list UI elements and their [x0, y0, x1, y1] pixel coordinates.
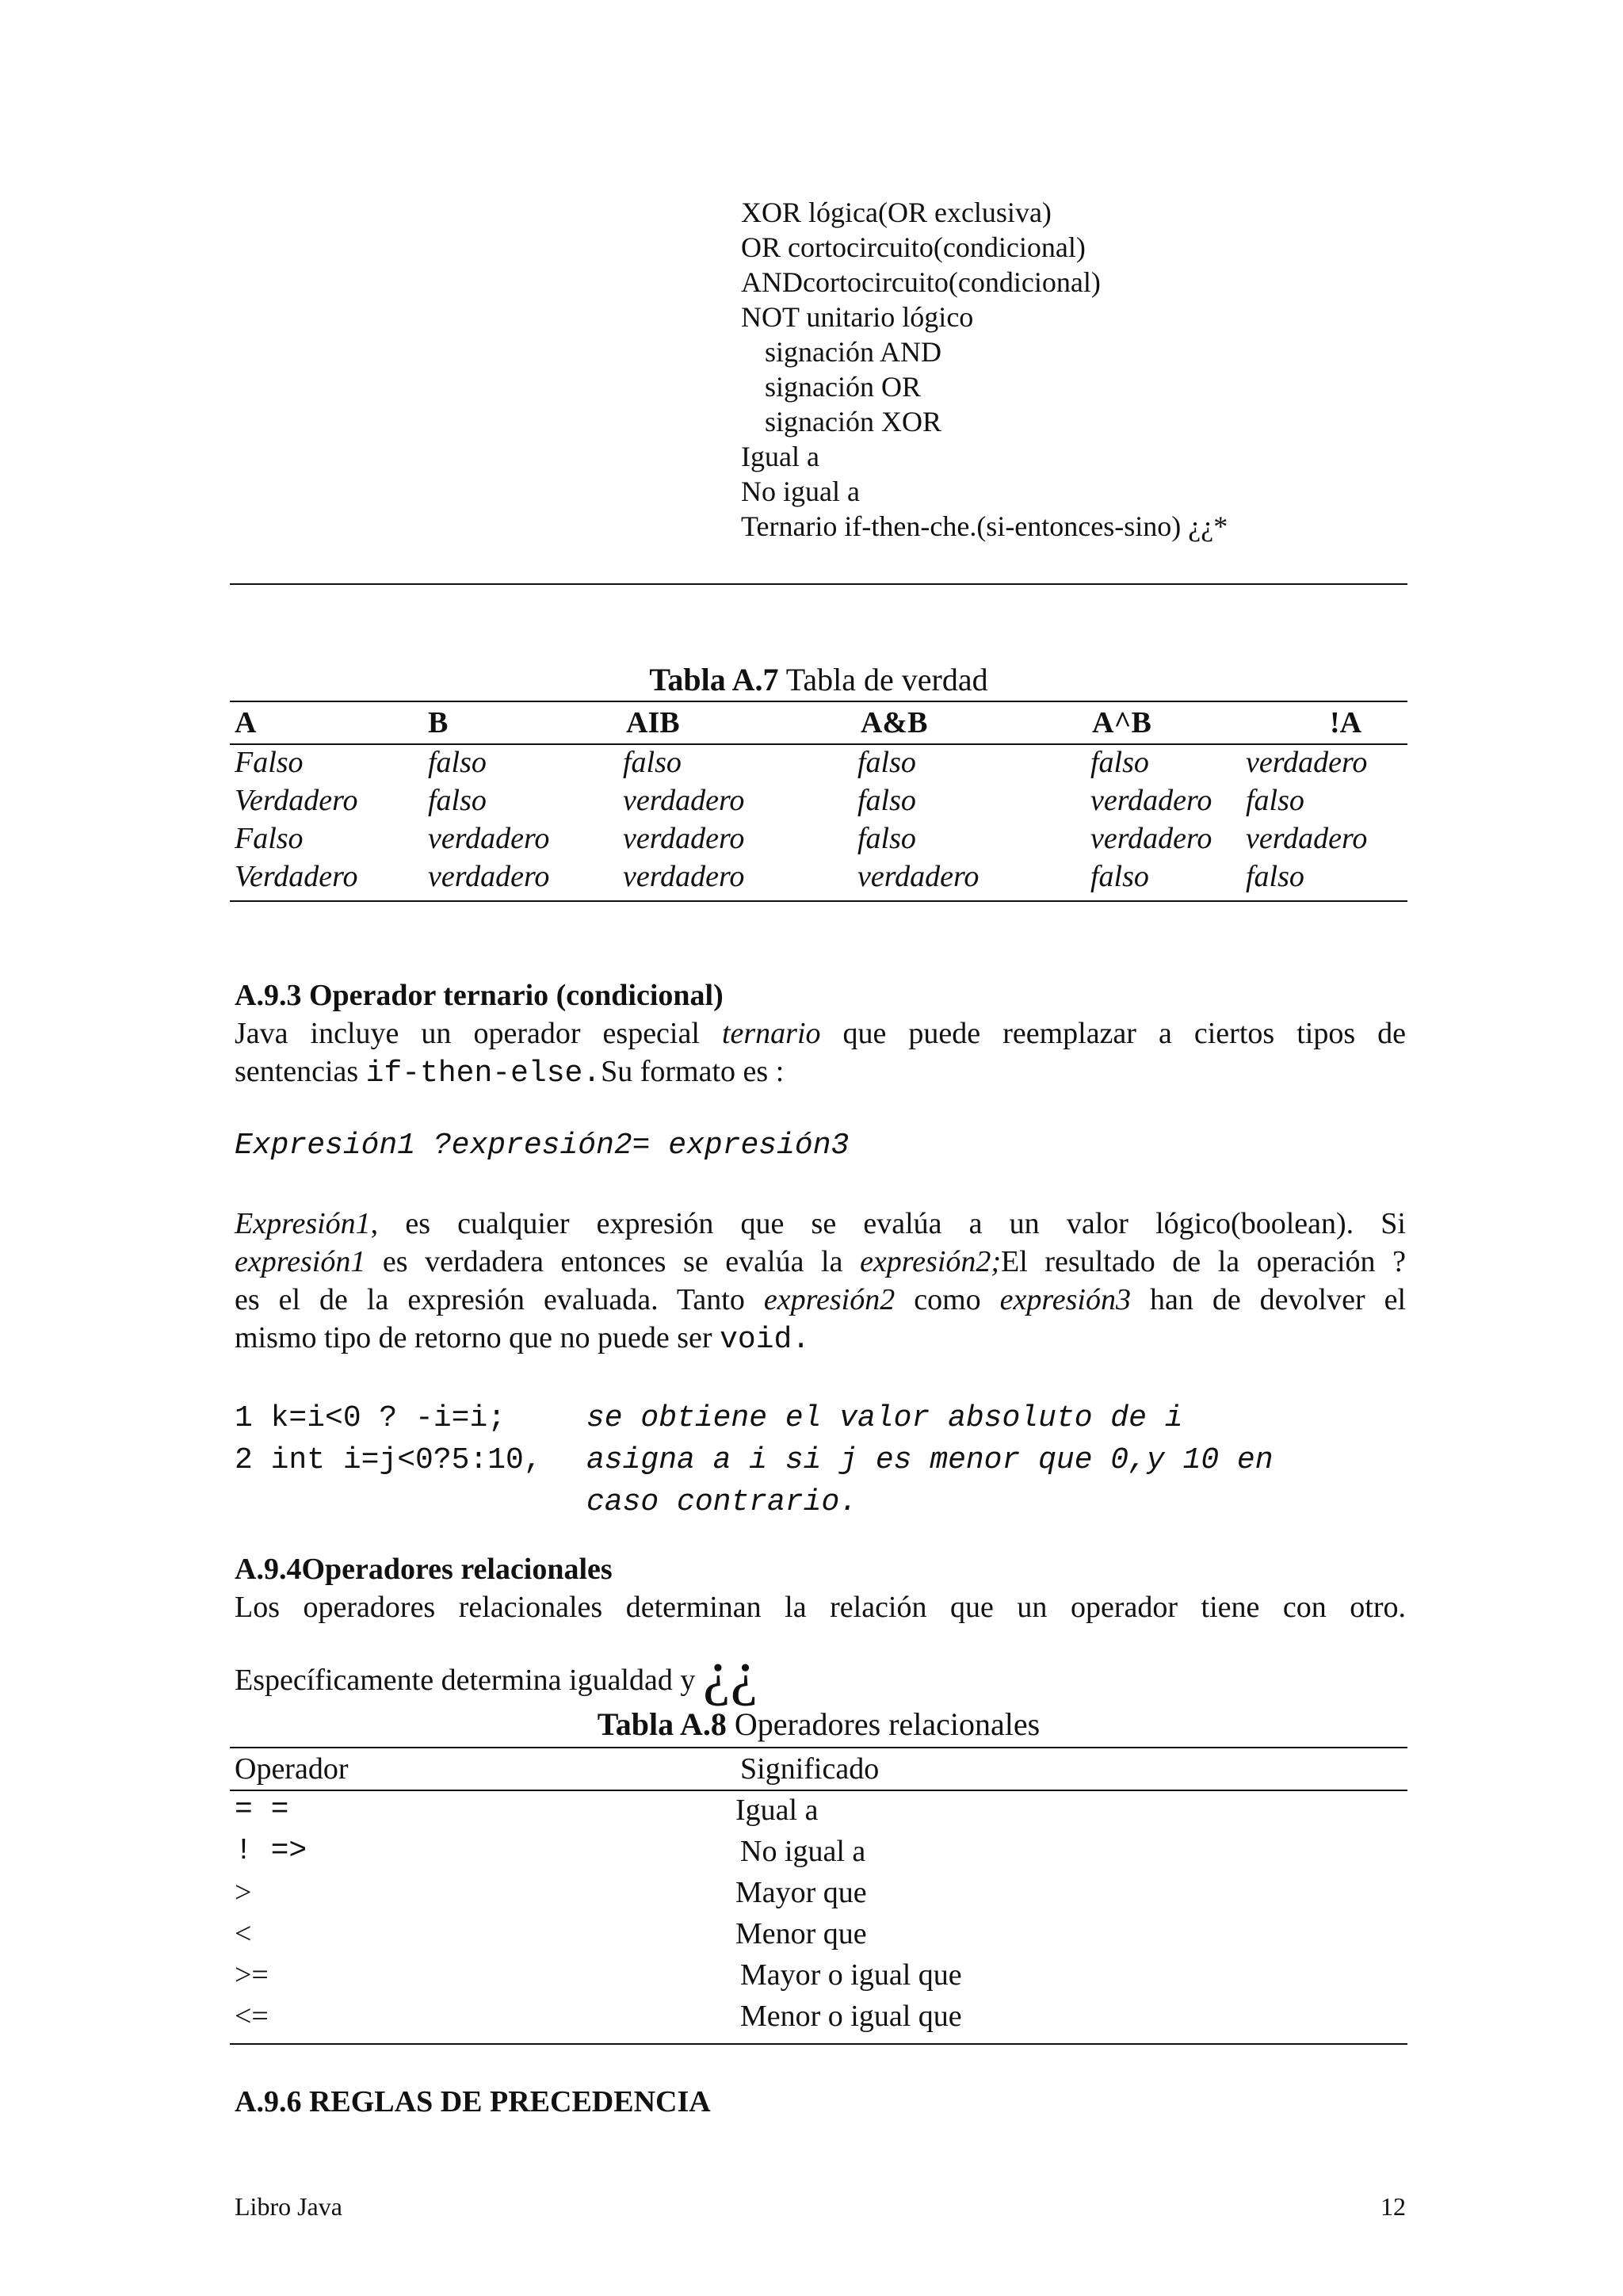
- operator-list-item: XOR lógica(OR exclusiva): [741, 197, 1052, 228]
- text-run: Los operadores relacionales determinan la relación que un operador tiene con otro.: [235, 1591, 1406, 1624]
- text-run: como: [914, 1283, 981, 1316]
- table-cell: falso: [1090, 746, 1149, 779]
- table-header-cell: Operador: [235, 1752, 349, 1786]
- table-header-cell: AIB: [626, 706, 680, 739]
- truth-table-caption-label: Tabla A.7: [649, 662, 779, 697]
- table-cell: Menor o igual que: [740, 2000, 962, 2033]
- operator-list-item: Igual a: [741, 441, 819, 472]
- text-run: sentencias: [235, 1055, 359, 1088]
- table-row: [230, 783, 1407, 821]
- relational-paragraph: [235, 1588, 1406, 1626]
- table-cell: verdadero: [1090, 822, 1212, 855]
- relational-table-bottom-rule: [230, 2043, 1407, 2045]
- table-header-cell: Significado: [740, 1752, 880, 1786]
- table-cell: falso: [1246, 860, 1304, 893]
- text-run: Su formato es :: [601, 1055, 785, 1088]
- table-header-cell: !A: [1330, 706, 1362, 739]
- ternary-paragraph-2: [235, 1205, 1406, 1359]
- relational-table-caption: [230, 1706, 1407, 1744]
- relational-table-header-rule: [230, 1790, 1407, 1791]
- table-cell: >: [235, 1876, 252, 1909]
- table-cell: Igual a: [735, 1794, 819, 1827]
- section-heading-relational: A.9.4Operadores relacionales: [235, 1553, 613, 1586]
- operator-list-item: signación AND: [765, 336, 941, 368]
- text-run: Java incluye un operador especial: [235, 1017, 700, 1050]
- table-bottom-rule: [230, 583, 1407, 585]
- table-cell: ! =>: [235, 1834, 307, 1868]
- operator-list-item: signación OR: [765, 371, 921, 403]
- table-row: [230, 1958, 1407, 1999]
- table-row: [230, 1916, 1407, 1958]
- table-row: [230, 1875, 1407, 1916]
- table-row: [230, 1793, 1407, 1834]
- operator-list-item: Ternario if-then-che.(si-entonces-sino) ¿¿*: [741, 510, 1228, 542]
- relational-paragraph-cont: [235, 1637, 758, 1706]
- text-run: es verdadera entonces se evalúa la: [382, 1245, 843, 1278]
- table-cell: verdadero: [1090, 784, 1212, 817]
- inline-code: void.: [720, 1323, 811, 1357]
- text-run-italic: expresión1: [235, 1245, 366, 1278]
- text-run: , es cualquier expresión que se evalúa a un valor lógico(boolean). Si: [370, 1207, 1406, 1240]
- operator-list-item: NOT unitario lógico: [741, 301, 974, 333]
- table-cell: verdadero: [1246, 822, 1368, 855]
- text-run: han de devolver el: [1149, 1283, 1407, 1316]
- text-run-italic: expresión2;: [860, 1245, 1002, 1278]
- table-cell: falso: [623, 746, 682, 779]
- table-cell: verdadero: [428, 822, 550, 855]
- table-cell: falso: [857, 784, 916, 817]
- table-cell: <=: [235, 2000, 269, 2033]
- section-heading-ternary: A.9.3 Operador ternario (condicional): [235, 979, 724, 1012]
- table-cell: verdadero: [857, 860, 980, 893]
- operator-list: [741, 195, 1228, 544]
- text-run-italic: Expresión1: [235, 1207, 371, 1240]
- truth-table-caption: [230, 661, 1407, 699]
- footer-page-number: 12: [1381, 2192, 1406, 2221]
- table-header-cell: B: [428, 706, 449, 739]
- question-marks: ¿¿: [702, 1637, 758, 1706]
- table-cell: Mayor o igual que: [740, 1958, 962, 1992]
- operator-list-item: No igual a: [741, 476, 860, 507]
- table-row: [230, 821, 1407, 859]
- section-heading-precedence: A.9.6 REGLAS DE PRECEDENCIA: [235, 2085, 711, 2118]
- relational-table-caption-label: Tabla A.8: [597, 1706, 727, 1742]
- example-code: 2 int i=j<0?5:10,: [235, 1443, 542, 1477]
- ternary-formula: Expresión1 ?expresión2= expresión3: [235, 1129, 850, 1163]
- table-header-cell: A^B: [1092, 706, 1151, 739]
- text-run: que puede reemplazar a ciertos tipos de: [842, 1017, 1406, 1050]
- text-run: mismo tipo de retorno que no puede ser: [235, 1321, 712, 1354]
- table-cell: falso: [1090, 860, 1149, 893]
- table-row: [230, 859, 1407, 897]
- table-cell: >=: [235, 1958, 269, 1992]
- table-cell: No igual a: [740, 1835, 866, 1868]
- ternary-paragraph-1: [235, 1014, 1406, 1093]
- table-cell: falso: [428, 746, 487, 779]
- footer-book-title: Libro Java: [235, 2192, 342, 2221]
- truth-table-bottom-rule: [230, 900, 1407, 902]
- text-run-italic: expresión2: [763, 1283, 896, 1316]
- table-cell: <: [235, 1917, 252, 1950]
- table-cell: verdadero: [428, 860, 550, 893]
- example-code: 1 k=i<0 ? -i=i;: [235, 1401, 506, 1435]
- text-run: Específicamente determina igualdad y: [235, 1664, 696, 1697]
- table-cell: falso: [857, 822, 916, 855]
- table-cell: verdadero: [623, 860, 745, 893]
- text-run: es el de la expresión evaluada. Tanto: [235, 1283, 745, 1316]
- text-run-italic: expresión3: [999, 1283, 1131, 1316]
- table-cell: = =: [235, 1793, 289, 1827]
- table-row: [230, 745, 1407, 783]
- operator-list-item: OR cortocircuito(condicional): [741, 231, 1086, 263]
- table-header-cell: A&B: [861, 706, 928, 739]
- example-comment: se obtiene el valor absoluto de i: [586, 1401, 1183, 1435]
- table-cell: verdadero: [623, 784, 745, 817]
- table-row: [230, 1999, 1407, 2040]
- table-cell: falso: [1246, 784, 1304, 817]
- table-cell: Verdadero: [235, 860, 358, 893]
- table-cell: verdadero: [1246, 746, 1368, 779]
- relational-table-header: [230, 1748, 1407, 1788]
- operator-list-item: signación XOR: [765, 406, 941, 437]
- table-row: [230, 1834, 1407, 1875]
- operator-list-item: ANDcortocircuito(condicional): [741, 266, 1101, 298]
- table-cell: Menor que: [735, 1917, 867, 1950]
- table-cell: Mayor que: [735, 1876, 867, 1909]
- truth-table-caption-text: Tabla de verdad: [785, 662, 988, 697]
- relational-table-caption-text: Operadores relacionales: [734, 1706, 1041, 1742]
- text-run: El resultado de la operación ?: [1001, 1245, 1407, 1278]
- table-cell: Falso: [235, 746, 304, 779]
- table-header-cell: A: [235, 706, 257, 739]
- table-cell: falso: [857, 746, 916, 779]
- table-cell: verdadero: [623, 822, 745, 855]
- example-comment: caso contrario.: [586, 1485, 858, 1519]
- text-run-italic: ternario: [721, 1017, 821, 1050]
- table-cell: Falso: [235, 822, 304, 855]
- truth-table-header: [230, 702, 1407, 742]
- inline-code: if-then-else.: [365, 1056, 601, 1091]
- example-comment: asigna a i si j es menor que 0,y 10 en: [586, 1443, 1274, 1477]
- table-cell: Verdadero: [235, 784, 358, 817]
- table-cell: falso: [428, 784, 487, 817]
- ternary-examples: [235, 1400, 1274, 1526]
